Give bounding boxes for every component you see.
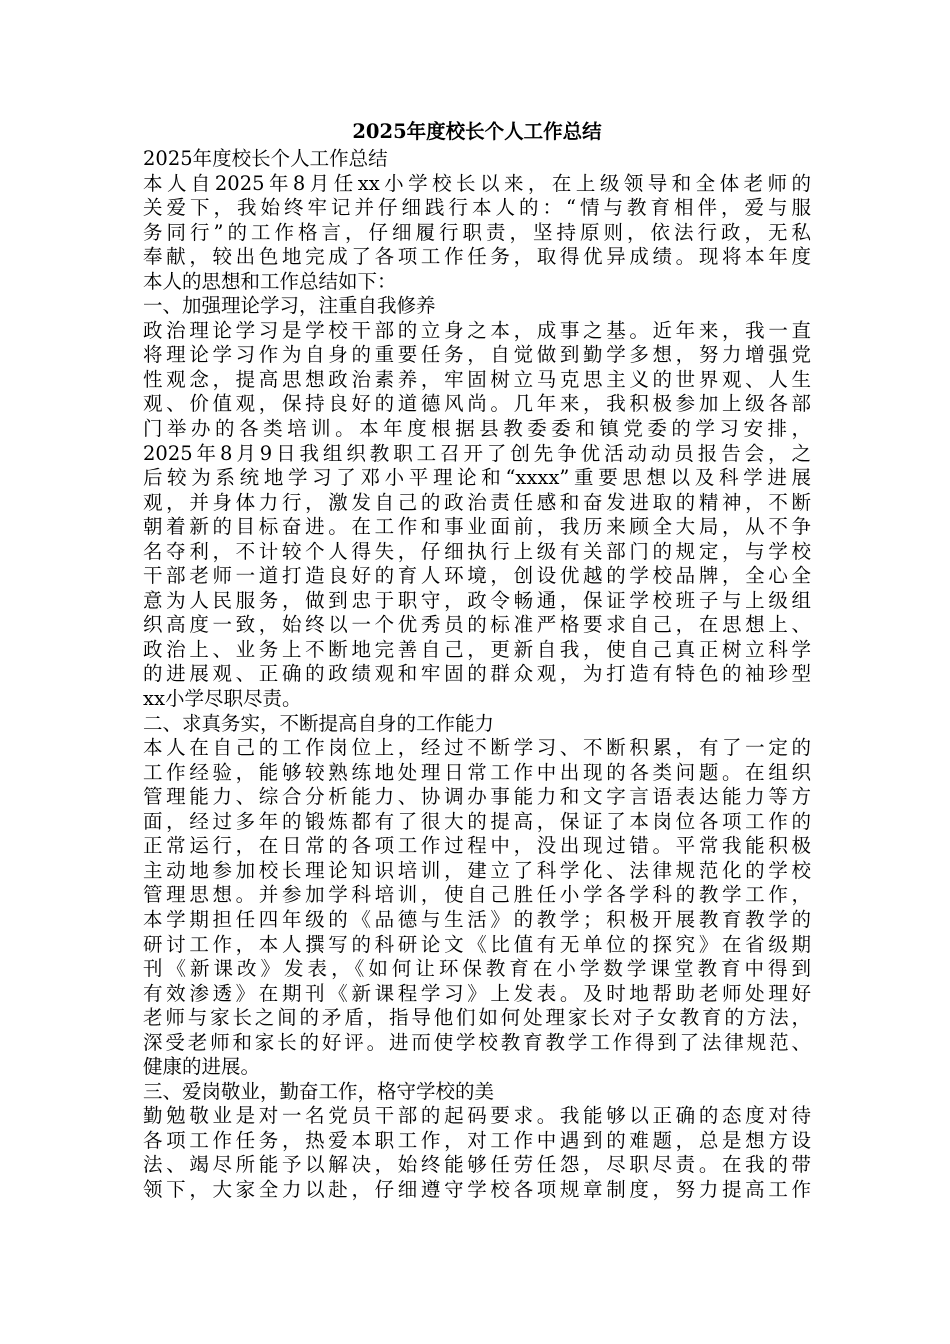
document-subtitle: 2025年度校长个人工作总结 [143,147,388,170]
text-line: 健康的进展。 [143,1055,261,1079]
section-1-paragraph [143,319,811,712]
text-line: 有效渗透》在期刊《新课程学习》上发表。及时地帮助老师处理好 [143,981,811,1005]
text-line: 关爱下，我始终牢记并仔细践行本人的：“情与教育相伴，爱与服 [143,196,811,220]
text-line: 勤勉敬业是对一名党员干部的起码要求。我能够以正确的态度对待 [143,1104,811,1128]
text-line: 干部老师一道打造良好的育人环境，创设优越的学校品牌，全心全 [143,564,811,588]
text-line: 政治上、业务上不断地完善自己，更新自我，使自己真正树立科学 [143,637,811,661]
text-line: 2025年8月9日我组织教职工召开了创先争优活动动员报告会，之 [143,441,811,465]
text-line: 各项工作任务，热爱本职工作，对工作中遇到的难题，总是想方设 [143,1128,811,1152]
text-line: 奉献，较出色地完成了各项工作任务，取得优异成绩。现将本年度 [143,245,811,269]
text-line: 朝着新的目标奋进。在工作和事业面前，我历来顾全大局，从不争 [143,515,811,539]
text-line: 领下，大家全力以赴，仔细遵守学校各项规章制度，努力提高工作 [143,1177,811,1201]
section-1-heading: 一、加强理论学习，注重自我修养 [143,294,436,318]
text-line: 政治理论学习是学校干部的立身之本，成事之基。近年来，我一直 [143,318,811,342]
text-line: 织高度一致，始终以一个优秀员的标准严格要求自己，在思想上、 [143,613,811,637]
section-2-paragraph [143,736,811,1080]
text-line: 观，并身体力行，激发自己的政治责任感和奋发进取的精神，不断 [143,490,811,514]
text-line: 名夺利，不计较个人得失，仔细执行上级有关部门的规定，与学校 [143,539,811,563]
text-line: 将理论学习作为自身的重要任务，自觉做到勤学多想，努力增强党 [143,343,811,367]
text-line: 务同行”的工作格言，仔细履行职责，坚持原则，依法行政，无私 [143,220,811,244]
text-line: 本人自2025年8月任xx小学校长以来，在上级领导和全体老师的 [143,171,811,195]
text-line: 的进展观、正确的政绩观和牢固的群众观，为打造有特色的袖珍型 [143,662,811,686]
section-3-heading: 三、爱岗敬业，勤奋工作，格守学校的美 [143,1079,495,1103]
text-line: 管理能力、综合分析能力、协调办事能力和文字言语表达能力等方 [143,785,811,809]
text-line: 后较为系统地学习了邓小平理论和“xxxx”重要思想以及科学进展 [143,466,811,490]
text-line: 正常运行，在日常的各项工作过程中，没出现过错。平常我能积极 [143,834,811,858]
text-line: 老师与家长之间的矛盾，指导他们如何处理家长对子女教育的方法， [143,1006,811,1030]
section-2-heading: 二、求真务实，不断提高自身的工作能力 [143,711,495,735]
text-line: 本学期担任四年级的《品德与生活》的教学；积极开展教育教学的 [143,907,811,931]
text-line: 工作经验，能够较熟练地处理日常工作中出现的各类问题。在组织 [143,760,811,784]
document-title: 2025年度校长个人工作总结 [352,120,602,143]
section-3-paragraph [143,1104,811,1202]
intro-paragraph [143,172,811,295]
text-line: 主动地参加校长理论知识培训，建立了科学化、法律规范化的学校 [143,858,811,882]
text-line: 面，经过多年的锻炼都有了很大的提高，保证了本岗位各项工作的 [143,809,811,833]
text-line: 深受老师和家长的好评。进而使学校教育教学工作得到了法律规范、 [143,1030,811,1054]
text-line: 研讨工作，本人撰写的科研论文《比值有无单位的探究》在省级期 [143,932,811,956]
text-line: 本人的思想和工作总结如下： [143,269,397,293]
text-line: 管理思想。并参加学科培训，使自己胜任小学各学科的教学工作， [143,883,811,907]
document-page [143,119,811,1203]
text-line: xx小学尽职尽责。 [143,687,302,711]
text-line: 门举办的各类培训。本年度根据县教委委和镇党委的学习安排， [143,417,811,441]
text-line: 本人在自己的工作岗位上，经过不断学习、不断积累，有了一定的 [143,736,811,760]
text-line: 观、价值观，保持良好的道德风尚。几年来，我积极参加上级各部 [143,392,811,416]
text-line: 刊《新课改》发表，《如何让环保教育在小学数学课堂教育中得到 [143,957,811,981]
text-line: 意为人民服务，做到忠于职守，政令畅通，保证学校班子与上级组 [143,588,811,612]
text-line: 法、竭尽所能予以解决，始终能够任劳任怨，尽职尽责。在我的带 [143,1153,811,1177]
text-line: 性观念，提高思想政治素养，牢固树立马克思主义的世界观、人生 [143,367,811,391]
